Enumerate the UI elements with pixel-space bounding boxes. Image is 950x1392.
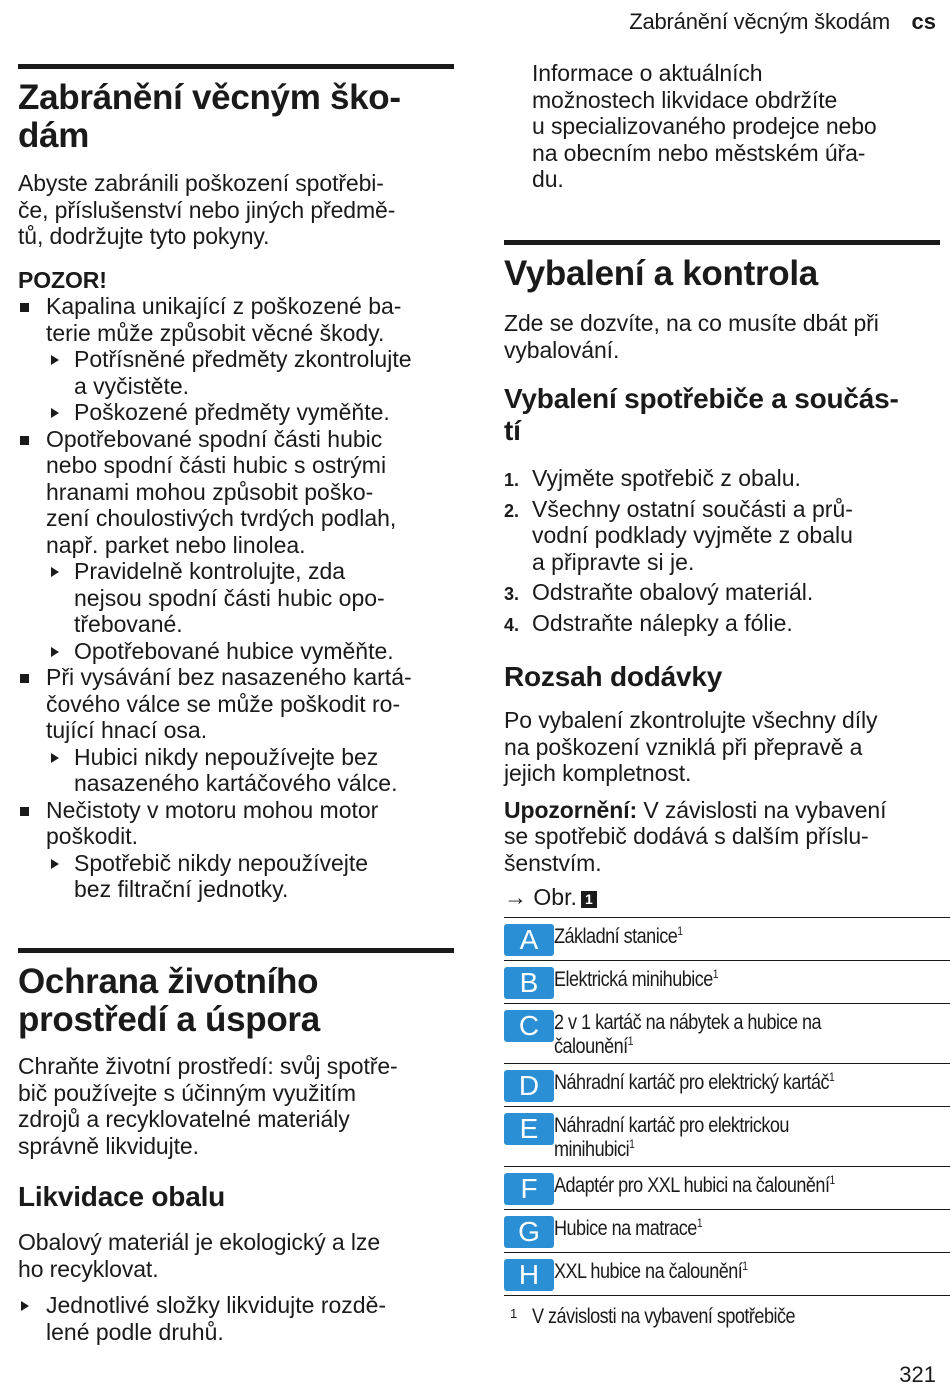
text-line: hranami mohou způsobit poško- (46, 478, 374, 505)
footnote-ref: 1 (629, 1137, 635, 1151)
footnote: 1 V závislosti na vybavení spotřebiče (504, 1302, 940, 1331)
title-line: prostředí a úspora (18, 1000, 320, 1039)
title-line: Ochrana životního (18, 962, 319, 1001)
sub-item (18, 744, 454, 797)
part-label (554, 1067, 898, 1095)
text-line: Poškozené předměty vyměňte. (74, 399, 390, 425)
part-label (554, 1213, 898, 1241)
footnote-ref: 1 (742, 1259, 748, 1273)
footnote-ref: 1 (712, 967, 719, 981)
section-title (18, 963, 454, 1039)
text-line: čového válce se může poškodit ro- (46, 690, 401, 717)
section-rule (18, 948, 454, 953)
part-label (554, 1170, 898, 1198)
section-title: Vybalení a kontrola (504, 254, 818, 293)
text-line: Jednotlivé složky likvidujte rozdě- (46, 1292, 387, 1318)
bullet-square (20, 674, 29, 683)
part-letter-badge: H (504, 1259, 554, 1291)
parts-table (504, 917, 950, 1296)
continued-paragraph (504, 60, 940, 193)
part-letter-badge: F (504, 1173, 554, 1205)
part-label-line: Náhradní kartáč pro elektrický kartáč (554, 1071, 830, 1094)
text-line: zdrojů a recyklovatelné materiály (18, 1106, 350, 1132)
bullet-square (20, 303, 29, 312)
scope-paragraph (504, 707, 940, 787)
part-label (554, 1007, 898, 1059)
part-label (554, 964, 898, 992)
text-line: správně likvidujte. (18, 1132, 199, 1159)
text-line: Odstraňte nálepky a fólie. (532, 609, 793, 636)
title-line: tí (504, 415, 521, 446)
title-line: Vybalení spotřebiče a součás- (504, 383, 899, 414)
parts-cell-letter (504, 961, 554, 1004)
text-line: V závislosti na vybavení (637, 796, 887, 823)
text-line: nebo spodní části hubic s ostrými (46, 452, 387, 478)
sub-item (18, 638, 454, 665)
subsection-title (504, 383, 940, 447)
subsection-title: Rozsah dodávky (504, 661, 723, 692)
arrow-bullet-icon (51, 567, 59, 577)
list-item (18, 1292, 454, 1345)
parts-cell-letter (504, 1167, 554, 1210)
text-line: bič používejte s účinným využitím (18, 1079, 356, 1106)
arrow-bullet-icon (51, 753, 59, 763)
parts-row (504, 1107, 950, 1167)
footnote-ref: 1 (677, 924, 683, 938)
sub-item (18, 558, 454, 638)
bullet-square (20, 436, 29, 445)
language-code: cs (911, 9, 936, 34)
section-environment (18, 948, 454, 1345)
step-item (504, 579, 940, 606)
text-line: Nečistoty v motoru mohou motor (46, 796, 379, 823)
text-line: jejich kompletnost. (504, 760, 692, 786)
part-label-line: Základní stanice (554, 925, 678, 948)
section-rule (18, 64, 454, 69)
step-item (504, 496, 940, 576)
intro-paragraph (504, 310, 940, 363)
text-line: Po vybalení zkontrolujte všechny díly (504, 707, 878, 733)
part-letter-badge: B (504, 967, 554, 999)
text-line: Odstraňte obalový materiál. (532, 579, 814, 605)
parts-cell-label (554, 1167, 950, 1210)
parts-cell-letter (504, 1253, 554, 1296)
list-item (18, 426, 454, 559)
section-title (18, 79, 454, 155)
footnote-ref: 1 (696, 1216, 703, 1230)
text-line: Abyste zabránili poškození spotřebi- (18, 170, 384, 196)
part-label (554, 1110, 898, 1162)
text-line: Opotřebované hubice vyměňte. (74, 637, 394, 664)
bullet-square (20, 807, 29, 816)
text-line: tující hnací osa. (46, 717, 208, 743)
parts-row (504, 961, 950, 1004)
text-line: nasazeného kartáčového válce. (74, 770, 398, 796)
arrow-bullet-icon (51, 859, 59, 869)
note-label: Upozornění: (504, 796, 638, 823)
part-letter-badge: D (504, 1070, 554, 1102)
running-header-title: Zabránění věcným škodám (629, 9, 890, 34)
text-line: vybalování. (504, 336, 620, 363)
text-line: šenstvím. (504, 849, 602, 876)
text-line: če, příslušenství nebo jiných předmě- (18, 196, 396, 223)
text-line: Zde se dozvíte, na co musíte dbát při (504, 310, 879, 336)
text-line: tů, dodržujte tyto pokyny. (18, 223, 270, 249)
text-line: bez filtrační jednotky. (74, 876, 289, 902)
arrow-bullet-icon (21, 1301, 29, 1311)
subsection-title: Likvidace obalu (18, 1181, 226, 1212)
footnote-ref: 1 (829, 1070, 835, 1084)
step-number: 2. (504, 500, 520, 521)
parts-cell-label (554, 918, 950, 961)
section-property-damage (18, 64, 454, 903)
part-label-line: čalounění (554, 1035, 628, 1058)
parts-row (504, 1253, 950, 1296)
warning-label: POZOR! (18, 266, 107, 293)
text-line: Vyjměte spotřebič z obalu. (532, 465, 801, 491)
environment-paragraph (18, 1053, 454, 1159)
intro-paragraph (18, 170, 454, 250)
parts-cell-letter (504, 1004, 554, 1064)
part-label-line: Náhradní kartáč pro elektrickou (554, 1114, 789, 1137)
part-letter-badge: E (504, 1113, 554, 1145)
note-paragraph (504, 797, 940, 877)
parts-row (504, 1064, 950, 1107)
list-item (18, 797, 454, 850)
text-line: ho recyklovat. (18, 1255, 159, 1282)
page-number: 321 (899, 1362, 936, 1387)
text-line: Pravidelně kontrolujte, zda (74, 558, 346, 584)
part-label (554, 921, 898, 949)
text-line: se spotřebič dodává s dalším příslu- (504, 823, 869, 849)
text-line: u specializovaného prodejce nebo (532, 113, 877, 139)
text-line: poškodit. (46, 823, 139, 849)
part-letter-badge: C (504, 1010, 554, 1042)
footnote-text: V závislosti na vybavení spotřebiče (532, 1305, 796, 1328)
text-line: nejsou spodní části hubic opo- (74, 584, 385, 611)
parts-cell-label (554, 1004, 950, 1064)
footnote-ref: 1 (829, 1173, 835, 1187)
part-label (554, 1256, 898, 1284)
figure-ref-text: → Obr. (504, 884, 577, 910)
parts-row (504, 918, 950, 961)
parts-cell-letter (504, 1210, 554, 1253)
text-line: Opotřebované spodní části hubic (46, 425, 383, 452)
step-number: 4. (504, 614, 520, 635)
text-line: Chraňte životní prostředí: svůj spotře- (18, 1053, 398, 1079)
text-line: a připravte si je. (532, 548, 695, 575)
list-item (18, 664, 454, 744)
section-unpacking (504, 240, 940, 1331)
step-item (504, 465, 940, 492)
paragraph (504, 60, 940, 193)
text-line: du. (532, 166, 564, 192)
title-line: dám (18, 116, 90, 155)
arrow-bullet-icon (51, 355, 59, 365)
part-label-line: Elektrická minihubice (554, 968, 713, 991)
text-line: Všechny ostatní součásti a prů- (532, 495, 853, 522)
text-line: Potřísněné předměty zkontrolujte (74, 346, 412, 372)
parts-row (504, 1210, 950, 1253)
footnote-ref: 1 (627, 1034, 633, 1048)
text-line: Obalový materiál je ekologický a lze (18, 1229, 381, 1255)
figure-reference (504, 884, 940, 910)
text-line: možnostech likvidace obdržíte (532, 86, 838, 113)
part-letter-badge: G (504, 1216, 554, 1248)
step-number: 1. (504, 470, 520, 490)
parts-cell-letter (504, 1064, 554, 1107)
text-line: Hubici nikdy nepoužívejte bez (74, 743, 379, 770)
part-label-line: Hubice na matrace (554, 1217, 697, 1240)
text-line: lené podle druhů. (46, 1318, 224, 1345)
list-item (18, 293, 454, 346)
steps-list (504, 465, 940, 636)
arrow-bullet-icon (51, 408, 59, 418)
text-line: např. parket nebo linolea. (46, 531, 306, 558)
disposal-paragraph (18, 1229, 454, 1282)
text-line: třebované. (74, 611, 183, 637)
parts-cell-label (554, 1064, 950, 1107)
text-line: zení choulostivých tvrdých podlah, (46, 505, 397, 531)
part-letter-badge: A (504, 924, 554, 956)
text-line: Informace o aktuálních (532, 60, 763, 86)
arrow-bullet-icon (51, 647, 59, 657)
section-rule (504, 240, 940, 245)
step-number: 3. (504, 584, 520, 604)
figure-number-badge: 1 (581, 891, 597, 908)
text-line: Spotřebič nikdy nepoužívejte (74, 849, 369, 876)
title-line: Zabránění věcným ško- (18, 78, 401, 117)
text-line: na obecním nebo městském úřa- (532, 139, 866, 166)
text-line: na poškození vzniklá při přepravě a (504, 733, 863, 760)
sub-item (18, 346, 454, 399)
parts-row (504, 1004, 950, 1064)
text-line: Při vysávání bez nasazeného kartá- (46, 664, 412, 690)
parts-cell-letter (504, 918, 554, 961)
parts-cell-label (554, 1107, 950, 1167)
text-line: terie může způsobit věcné škody. (46, 319, 385, 346)
sub-item (18, 850, 454, 903)
part-label-line: XXL hubice na čalounění (554, 1260, 743, 1283)
parts-cell-letter (504, 1107, 554, 1167)
part-label-line: Adaptér pro XXL hubici na čalounění (554, 1174, 830, 1197)
text-line: vodní podklady vyjměte z obalu (532, 522, 853, 548)
step-item (504, 610, 940, 637)
parts-cell-label (554, 1210, 950, 1253)
part-label-line: minihubici (554, 1138, 630, 1161)
text-line: Kapalina unikající z poškozené ba- (46, 293, 402, 319)
parts-cell-label (554, 1253, 950, 1296)
sub-item (18, 399, 454, 426)
parts-cell-label (554, 961, 950, 1004)
part-label-line: 2 v 1 kartáč na nábytek a hubice na (554, 1011, 822, 1034)
text-line: a vyčistěte. (74, 372, 190, 399)
parts-row (504, 1167, 950, 1210)
